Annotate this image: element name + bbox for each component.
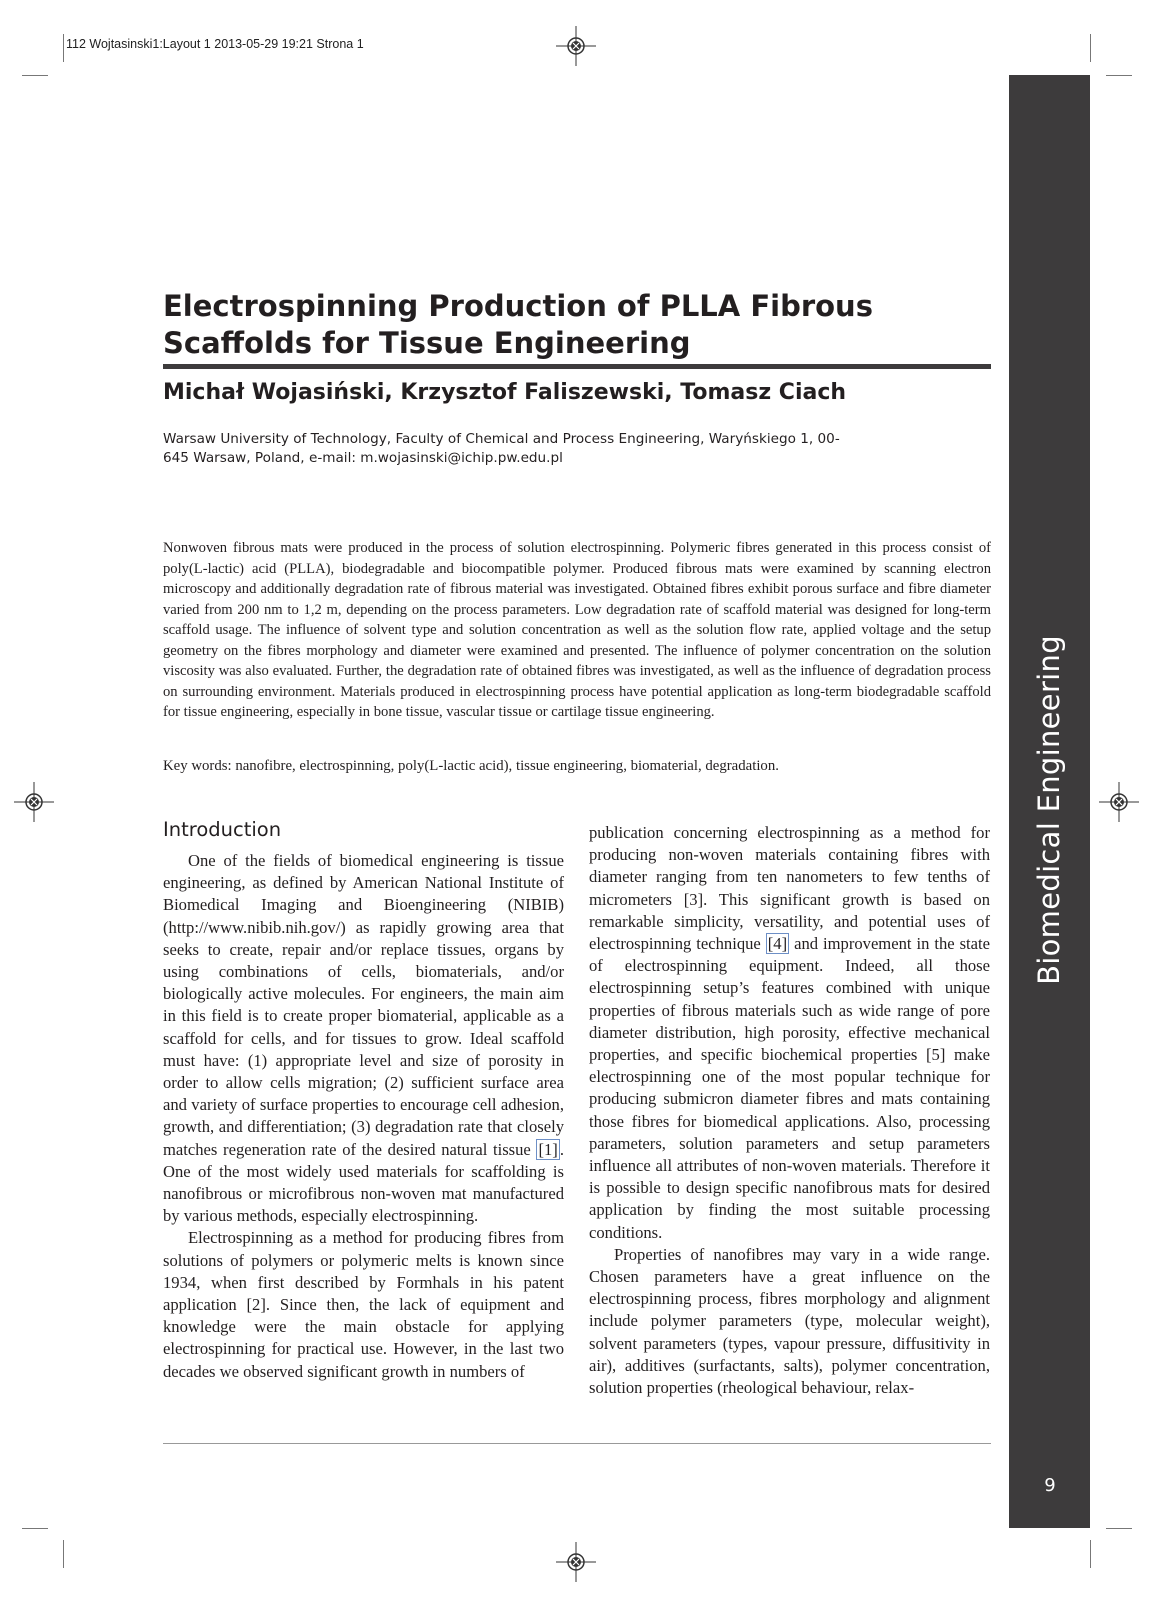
paragraph-text: publication concerning electrospinning as a method for producing non-woven materials containing fibres with diameter ranging from ten nanometers to few tenths of micrometers [3]. This significant growth is based on remarkable simplicity, versatility, and potential uses of electrospinning technique (589, 823, 990, 954)
article-affiliation: Warsaw University of Technology, Faculty of Chemical and Process Engineering, Waryńskiego 1, 00-645 Warsaw, Poland, e-mail: m.wojasinski@ichip.pw.edu.pl (163, 431, 840, 466)
article-title: Electrospinning Production of PLLA Fibrous Scaffolds for Tissue Engineering (163, 289, 873, 360)
article-abstract: Nonwoven fibrous mats were produced in the process of solution electrospinning. Polymeric fibres generated in this process consist of poly(L-lactic) acid (PLLA), biodegradable and biocompatible polymer. Produced fibrous mats were examined by scanning electron microscopy and additionally degradation rate of fibrous material was investigated. Obtained fibres exhibit porous surface and fibre diameter varied from 200 nm to 1,2 m, depending on the process parameters. Low degradation rate of scaffold material was designed for long-term scaffold usage. The influence of solvent type and solution concentration as well as the solution flow rate, applied voltage and the setup geometry on the fibres morphology and diameter were examined and presented. The influence of polymer concentration on the solution viscosity was also evaluated. Further, the degradation rate of obtained fibres was investigated, as well as the influence of degradation process on surrounding environment. Materials produced in electrospinning process have potential application as long-term biodegradable scaffold for tissue engineering, especially in bone tissue, vascular tissue or cartilage tissue engineering. (163, 540, 991, 720)
body-column-right (589, 822, 990, 1399)
keywords-label: Key words: (163, 758, 232, 774)
crop-mark-bottom-right-v (1090, 1540, 1091, 1568)
printer-slug: 112 Wojtasinski1:Layout 1 2013-05-29 19:21 Strona 1 (66, 37, 364, 51)
paragraph (589, 822, 990, 1244)
body-column-left (163, 818, 564, 1383)
paragraph (163, 850, 564, 1227)
section-heading: Introduction (163, 818, 282, 841)
registration-mark-icon (556, 1542, 596, 1582)
crop-mark-top-left-v (63, 34, 64, 62)
crop-mark-bottom-right-h (1106, 1528, 1132, 1529)
keywords-line (163, 758, 991, 775)
registration-mark-icon (14, 782, 54, 822)
section-title: Biomedical Engineering (1032, 635, 1066, 985)
article-authors: Michał Wojasiński, Krzysztof Faliszewski, Tomasz Ciach (163, 380, 847, 405)
registration-mark-icon (1099, 782, 1139, 822)
crop-mark-top-right-v (1090, 34, 1091, 62)
paragraph: Electrospinning as a method for producing fibres from solutions of polymers or polymeric melts is known since 1934, when first described by Formhals in his patent application [2]. Since then, the lack of equipment and knowledge were the main obstacle for applying electrospinning for practical use. However, in the last two decades we observed significant growth in numbers of (163, 1228, 564, 1381)
crop-mark-bottom-left-h (22, 1528, 48, 1529)
registration-mark-icon (556, 26, 596, 66)
crop-mark-top-left-h (22, 75, 48, 76)
crop-mark-bottom-left-v (63, 1540, 64, 1568)
keywords-list: nanofibre, electrospinning, poly(L-lactic acid), tissue engineering, biomaterial, degradation. (231, 758, 779, 774)
paragraph-text: . One of the most widely used materials for scaffolding is nanofibrous or microfibrous non-woven mat manufactured by various methods, especially electrospinning. (163, 1139, 564, 1226)
citation-link[interactable]: [4] (767, 934, 788, 954)
page-number: 9 (1044, 1475, 1056, 1496)
paragraph-text: and improvement in the state of electrospinning equipment. Indeed, all those electrospinning setup’s features combined with unique properties of fibrous materials such as wide range of pore diameter distribution, high porosity, effective mechanical properties, and specific biochemical properties [5] make electrospinning one of the most popular technique for producing submicron diameter fibres and mats containing those fibres for biomedical applications. Also, processing parameters, solution parameters and setup parameters influence all attributes of non-woven materials. Therefore it is possible to design specific nanofibrous mats for desired application by finding the most suitable processing conditions. (589, 934, 990, 1242)
paragraph-text: One of the fields of biomedical engineering is tissue engineering, as defined by American National Institute of Biomedical Imaging and Bioengineering (NIBIB) (http://www.nibib.nih.gov/) as rapidly growing area that seeks to create, repair and/or replace tissues, organs by using combinations of cells, biomaterials, and/or biologically active molecules. For engineers, the main aim in this field is to create proper biomaterial, applicable as a scaffold for cells, and for tissues to grow. Ideal scaffold must have: (1) appropriate level and size of porosity in order to allow cells migration; (2) sufficient surface area and variety of surface properties to encourage cell adhesion, growth, and differentiation; (3) degradation rate that closely matches regeneration rate of the desired natural tissue (163, 851, 564, 1159)
title-rule (163, 364, 991, 369)
paragraph: Properties of nanofibres may vary in a wide range. Chosen parameters have a great influence on the electrospinning process, fibres morphology and alignment include polymer parameters (type, molecular weight), solvent parameters (types, vapour pressure, diffusitivity in air), additives (surfactants, salts), polymer concentration, solution properties (rheological behaviour, relax- (589, 1244, 990, 1398)
crop-mark-top-right-h (1106, 75, 1132, 76)
citation-link[interactable]: [1] (538, 1139, 558, 1159)
footer-rule (163, 1443, 991, 1444)
